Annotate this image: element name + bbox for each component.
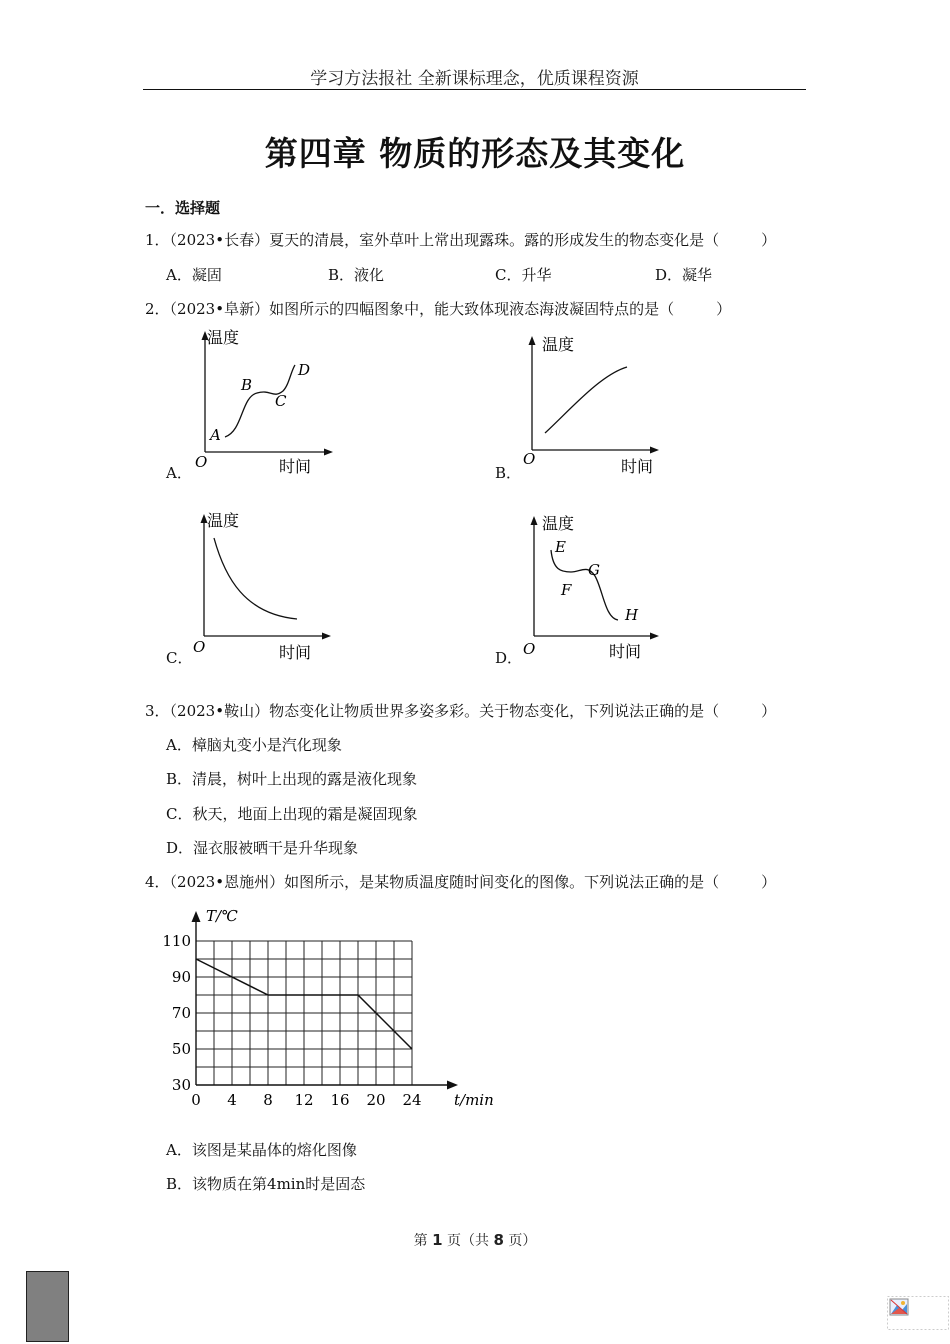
x-tick-label: 4 [227,1091,237,1109]
q4-temperature-chart [160,895,500,1120]
point-label: E [555,538,566,556]
x-label: 时间 [279,457,312,476]
q2-graph-d [515,510,665,665]
q3-option-a: A．樟脑丸变小是汽化现象 [166,736,342,754]
point-label: C [275,392,287,410]
page-header: 学习方法报社 全新课标理念，优质课程资源 [310,69,639,89]
x-axis-arrow [447,1081,458,1090]
x-label: 时间 [279,643,312,662]
origin-label: O [523,640,536,658]
y-axis-label: T/℃ [206,907,238,925]
x-label: 时间 [621,457,654,476]
question-1-stem: 1．（2023•长春）夏天的清晨，室外草叶上常出现露珠。露的形成发生的物态变化是（ [145,231,720,249]
scroll-thumb[interactable] [26,1271,69,1342]
total-pages: 8 [493,1231,504,1249]
question-4-close: ） [761,873,777,891]
x-label: 时间 [609,642,642,661]
y-arrow [529,336,536,345]
y-tick-label: 50 [171,1040,191,1058]
origin-label: O [193,638,206,656]
q2-graph-c [185,508,335,663]
question-2-stem: 2．（2023•阜新）如图所示的四幅图象中，能大致体现液态海波凝固特点的是（ [145,300,675,318]
q2-graph-a [185,325,335,480]
point-label: H [625,606,639,624]
image-placeholder-icon [887,1296,949,1330]
page-title: 第四章 物质的形态及其变化 [264,134,686,173]
q3-option-c: C．秋天，地面上出现的霜是凝固现象 [166,805,418,823]
origin-label: O [195,453,208,471]
x-tick-label: 20 [366,1091,386,1109]
page-footer [0,1230,950,1250]
question-3-stem: 3．（2023•鞍山）物态变化让物质世界多姿多彩。关于物态变化，下列说法正确的是（ [145,702,720,720]
question-3-close: ） [761,702,777,720]
y-tick-label: 90 [171,968,191,986]
y-arrow [531,516,538,525]
x-tick-label: 8 [263,1091,273,1109]
header-rule [143,89,806,90]
point-label: B [241,376,253,394]
q2-graph-b [515,330,665,480]
section-heading: 一．选择题 [145,199,221,217]
x-axis-label: t/min [454,1091,494,1109]
footer-suffix: 页） [503,1233,537,1249]
q3-option-d: D．湿衣服被晒干是升华现象 [166,839,359,857]
question-1-close: ） [761,231,777,249]
point-label: G [588,561,600,579]
question-3 [145,700,776,721]
q2-option-b-label: B． [495,464,522,482]
graph-curve [214,538,297,619]
q2-option-d-label: D． [495,649,523,667]
x-arrow [324,449,333,456]
x-tick-label: 16 [330,1091,350,1109]
point-label: F [561,581,572,599]
question-4-stem: 4．（2023•恩施州）如图所示，是某物质温度随时间变化的图像。下列说法正确的是（ [145,873,720,891]
y-label: 温度 [207,511,240,530]
q3-option-b: B．清晨，树叶上出现的露是液化现象 [166,770,418,788]
x-arrow [650,447,659,454]
footer-prefix: 第 [413,1233,433,1249]
x-tick-label: 0 [191,1091,201,1109]
footer-middle: 页（共 [442,1233,494,1249]
point-label: D [298,361,311,379]
q1-option-d: D．凝华 [655,266,713,284]
q4-option-b: B．该物质在第4min时是固态 [166,1175,366,1193]
x-tick-label: 12 [294,1091,314,1109]
point-label: A [210,426,221,444]
origin-label: O [523,450,536,468]
y-tick-label: 30 [171,1076,191,1094]
question-2-close: ） [716,300,732,318]
x-arrow [650,633,659,640]
q4-option-a: A．该图是某晶体的熔化图像 [166,1141,357,1159]
y-axis-arrow [192,911,201,922]
q1-option-c: C．升华 [495,266,552,284]
y-label: 温度 [542,335,575,354]
question-4 [145,871,776,892]
y-label: 温度 [207,328,240,347]
q2-option-a-label: A． [166,464,192,482]
question-1 [145,229,776,250]
y-tick-label: 110 [162,932,191,950]
y-tick-label: 70 [171,1004,191,1022]
x-arrow [322,633,331,640]
x-tick-label: 24 [402,1091,422,1109]
y-label: 温度 [542,514,575,533]
chart-grid [196,941,412,1085]
page-number: 1 [432,1231,443,1249]
q1-option-a: A．凝固 [166,266,222,284]
q2-option-c-label: C． [166,649,193,667]
question-2 [145,298,731,319]
graph-curve [545,367,627,433]
q1-option-b: B．液化 [328,266,385,284]
